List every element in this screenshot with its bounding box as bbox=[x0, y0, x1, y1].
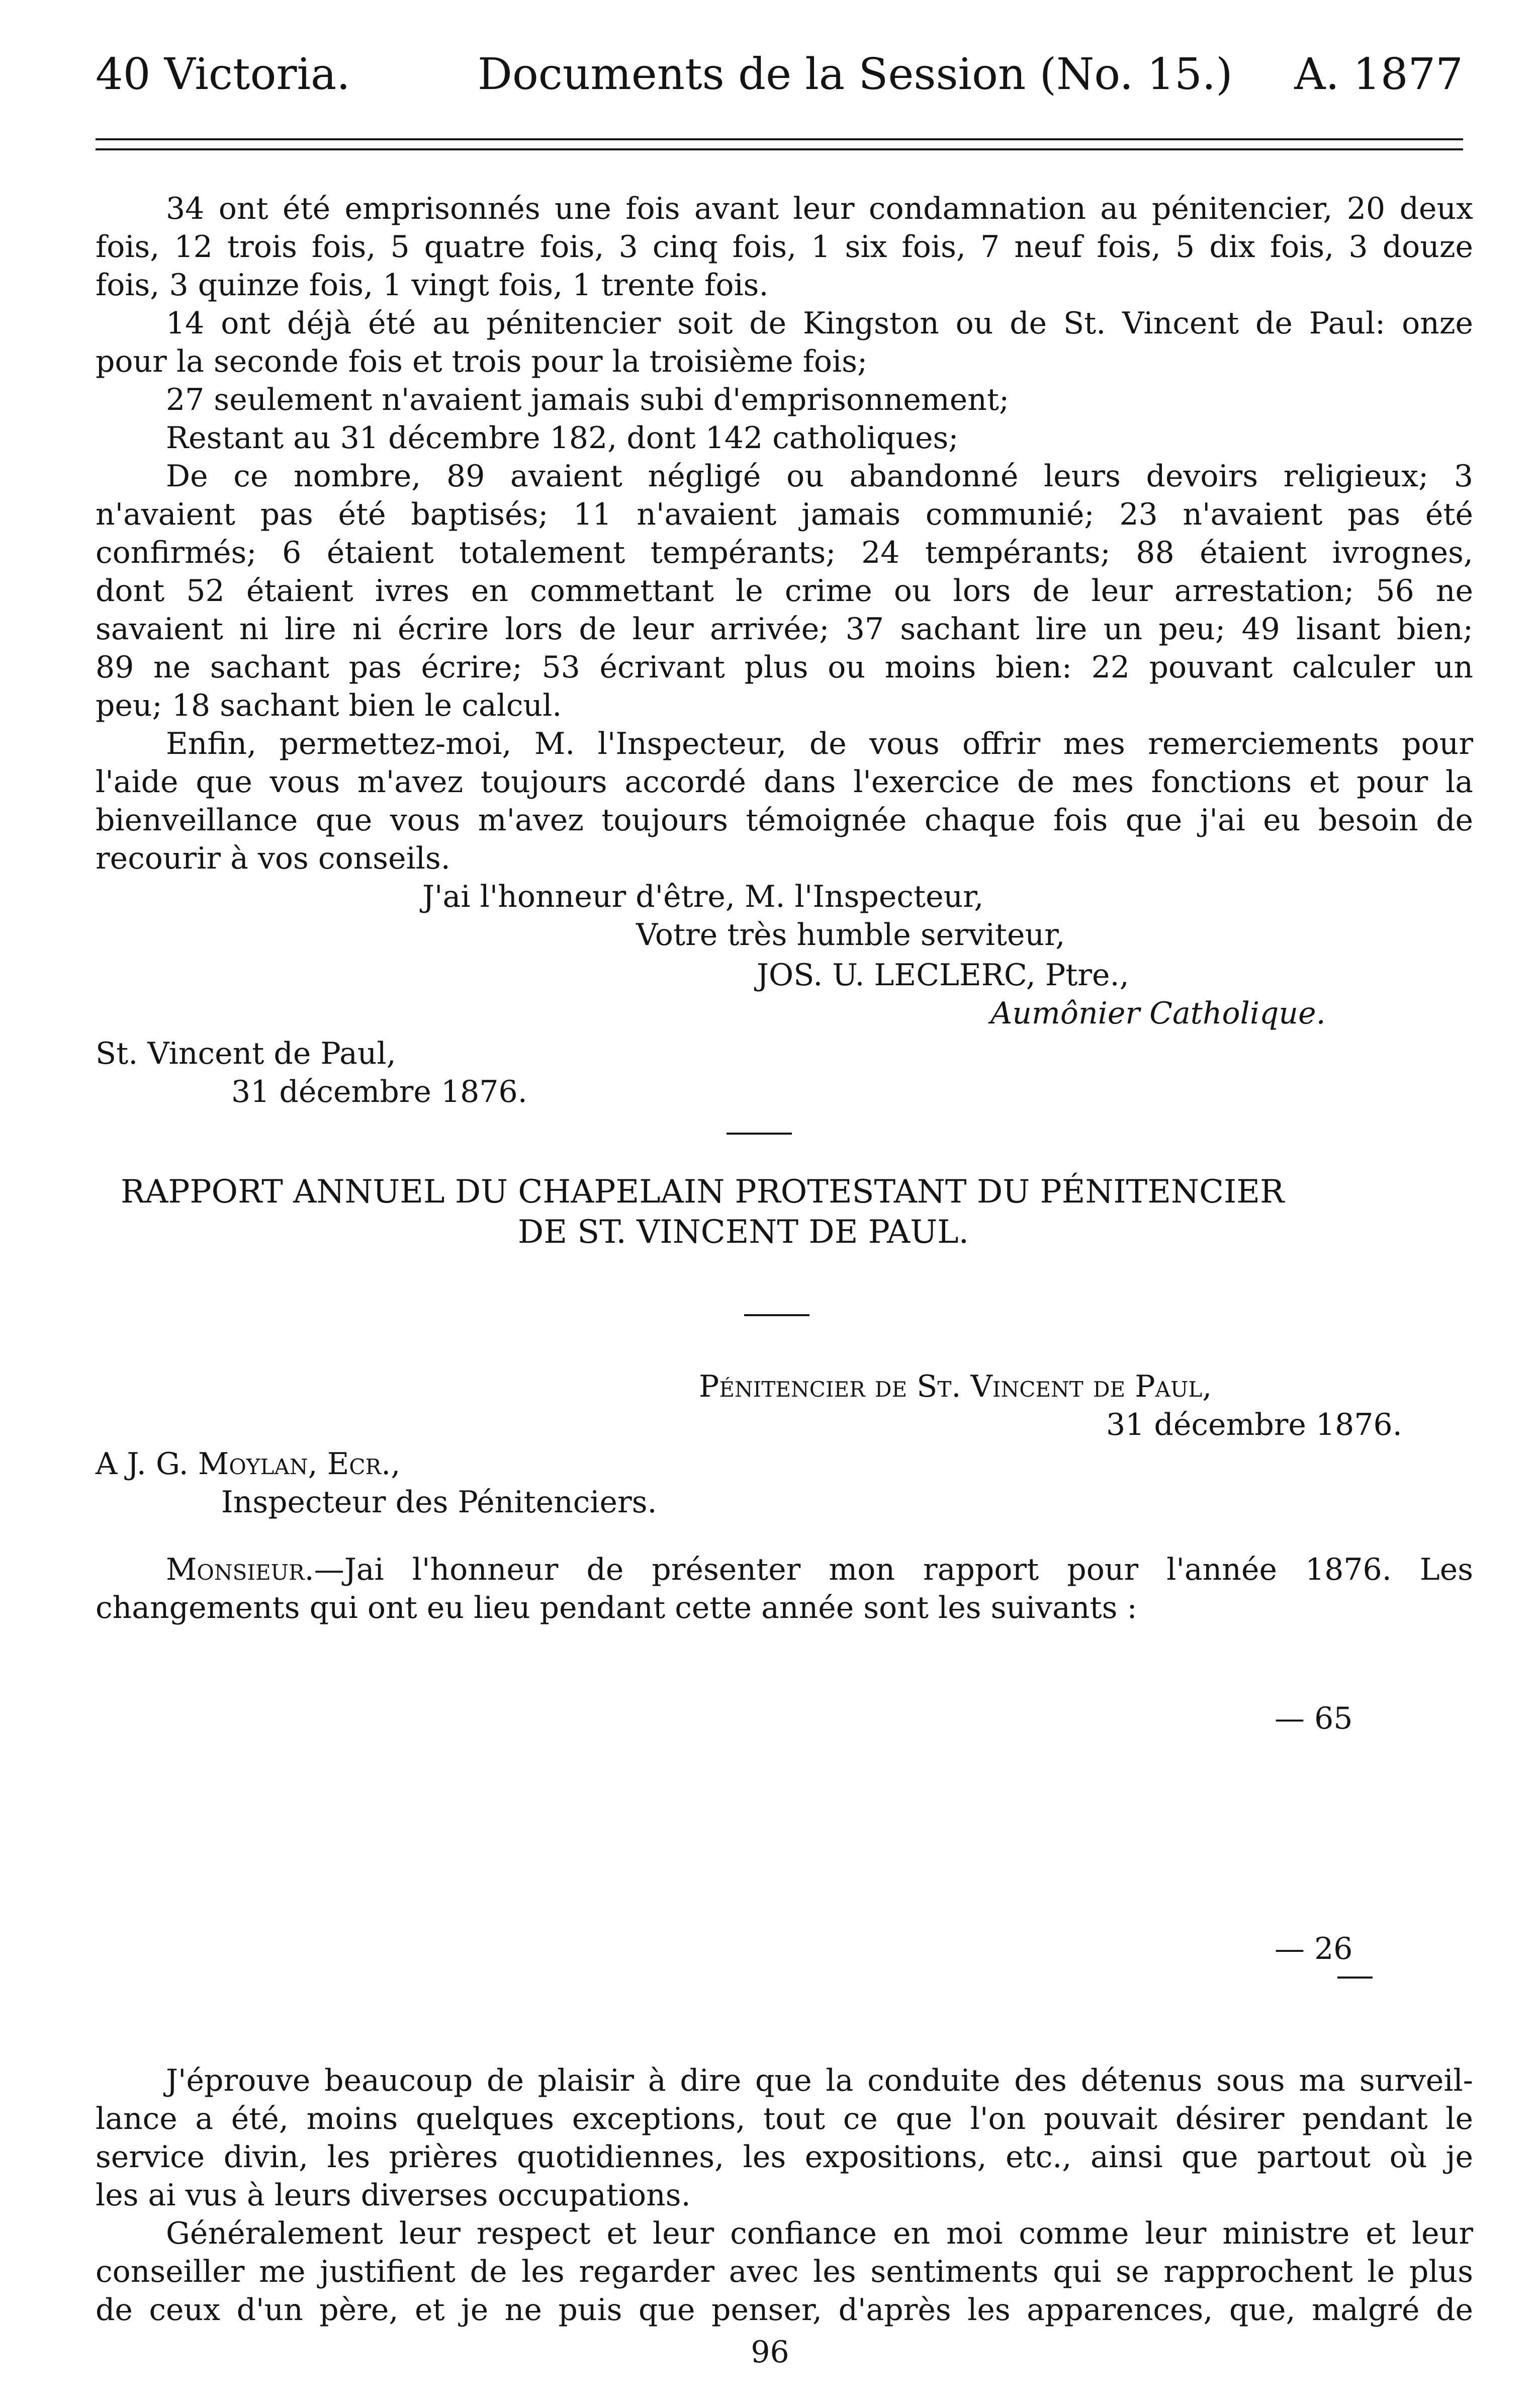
text-line: 89 ne sachant pas écrire; 53 écrivant plus ou moins bien: 22 pouvant calculer un bbox=[96, 650, 1473, 685]
page-number: 96 bbox=[751, 2335, 789, 2370]
text-line: l'aide que vous m'avez toujours accordé dans l'exercice de mes fonctions et pour la bbox=[96, 764, 1473, 800]
text-line: 27 seulement n'avaient jamais subi d'emprisonnement; bbox=[166, 382, 1010, 417]
salutation: Monsieur. bbox=[166, 1552, 314, 1587]
signature-name: JOS. U. LECLERC, Ptre., bbox=[757, 958, 1129, 993]
intro-text: —Jai l'honneur de présenter mon rapport pour l'année 1876. Les bbox=[314, 1552, 1473, 1587]
text-line: Enfin, permettez-moi, M. l'Inspecteur, de vous offrir mes remerciements pour bbox=[166, 726, 1473, 761]
addressee-name: A J. G. Moylan, Ecr., bbox=[96, 1446, 401, 1482]
total-rule bbox=[1337, 1977, 1373, 1979]
section-divider bbox=[727, 1133, 792, 1135]
closing-date: 31 décembre 1876. bbox=[231, 1074, 527, 1109]
text-line: J'éprouve beaucoup de plaisir à dire que la conduite des détenus sous ma surveil- bbox=[166, 2063, 1473, 2098]
text-line: dont 52 étaient ivres en commettant le crime ou lors de leur arrestation; 56 ne bbox=[96, 573, 1473, 609]
subtotal-out: — 26 bbox=[1275, 1931, 1353, 1966]
closing-greeting: J'ai l'honneur d'être, M. l'Inspecteur, bbox=[422, 879, 984, 914]
header-rule-bottom bbox=[96, 148, 1463, 150]
header-rule-top bbox=[96, 138, 1463, 140]
text-line: savaient ni lire ni écrire lors de leur arrivée; 37 sachant lire un peu; 49 lisant bien; bbox=[96, 612, 1473, 647]
text-line: lance a été, moins quelques exceptions, tout ce que l'on pouvait désirer pendant le bbox=[96, 2101, 1473, 2136]
header-volume: 40 Victoria. bbox=[96, 49, 350, 100]
text-line: n'avaient pas été baptisés; 11 n'avaient jamais communié; 23 n'avaient pas été bbox=[96, 497, 1473, 532]
title-divider bbox=[744, 1314, 809, 1316]
page-header bbox=[96, 44, 1463, 105]
text-line: bienveillance que vous m'avez toujours témoignée chaque fois que j'ai eu besoin de bbox=[96, 803, 1473, 838]
text-line: fois, 12 trois fois, 5 quatre fois, 3 cinq fois, 1 six fois, 7 neuf fois, 5 dix fois, 3 douze bbox=[96, 229, 1473, 265]
closing-place: St. Vincent de Paul, bbox=[96, 1036, 396, 1071]
text-line: confirmés; 6 étaient totalement tempérants; 24 tempérants; 88 étaient ivrognes, bbox=[96, 535, 1473, 570]
text-line: fois, 3 quinze fois, 1 vingt fois, 1 trente fois. bbox=[96, 268, 769, 303]
report-title-line2: DE ST. VINCENT DE PAUL. bbox=[518, 1214, 969, 1251]
text-line: Généralement leur respect et leur confiance en moi comme leur ministre et leur bbox=[166, 2216, 1473, 2251]
header-title: Documents de la Session (No. 15.) bbox=[478, 49, 1233, 100]
text-line: 34 ont été emprisonnés une fois avant leur condamnation au pénitencier, 20 deux bbox=[166, 191, 1473, 226]
addressee-title: Inspecteur des Pénitenciers. bbox=[221, 1485, 657, 1520]
text-line: service divin, les prières quotidiennes, les expositions, etc., ainsi que partout où je bbox=[96, 2139, 1473, 2175]
intro-line: changements qui ont eu lieu pendant cette année sont les suivants : bbox=[96, 1590, 1137, 1625]
sender-place: Pénitencier de St. Vincent de Paul, bbox=[699, 1369, 1212, 1404]
text-line: peu; 18 sachant bien le calcul. bbox=[96, 688, 562, 723]
signature-role: Aumônier Catholique. bbox=[990, 996, 1326, 1031]
text-line: 14 ont déjà été au pénitencier soit de Kingston ou de St. Vincent de Paul: onze bbox=[166, 306, 1473, 341]
text-line: De ce nombre, 89 avaient négligé ou abandonné leurs devoirs religieux; 3 bbox=[166, 459, 1473, 494]
sender-date: 31 décembre 1876. bbox=[1106, 1407, 1402, 1442]
intro-line bbox=[166, 1551, 1473, 1588]
text-line: pour la seconde fois et trois pour la troisième fois; bbox=[96, 344, 868, 379]
text-line: conseiller me justifient de les regarder avec les sentiments qui se rapprochent le plus bbox=[96, 2254, 1473, 2289]
text-line: recourir à vos conseils. bbox=[96, 841, 450, 876]
closing-servant: Votre très humble serviteur, bbox=[636, 917, 1065, 953]
text-line: de ceux d'un père, et je ne puis que penser, d'après les apparences, que, malgré de bbox=[96, 2292, 1473, 2328]
header-year: A. 1877 bbox=[1294, 49, 1463, 100]
text-line: Restant au 31 décembre 182, dont 142 catholiques; bbox=[166, 420, 959, 456]
text-line: les ai vus à leurs diverses occupations. bbox=[96, 2178, 691, 2213]
subtotal-in: — 65 bbox=[1275, 1701, 1353, 1736]
report-title-line1: RAPPORT ANNUEL DU CHAPELAIN PROTESTANT DU PÉNITENCIER bbox=[121, 1173, 1285, 1211]
